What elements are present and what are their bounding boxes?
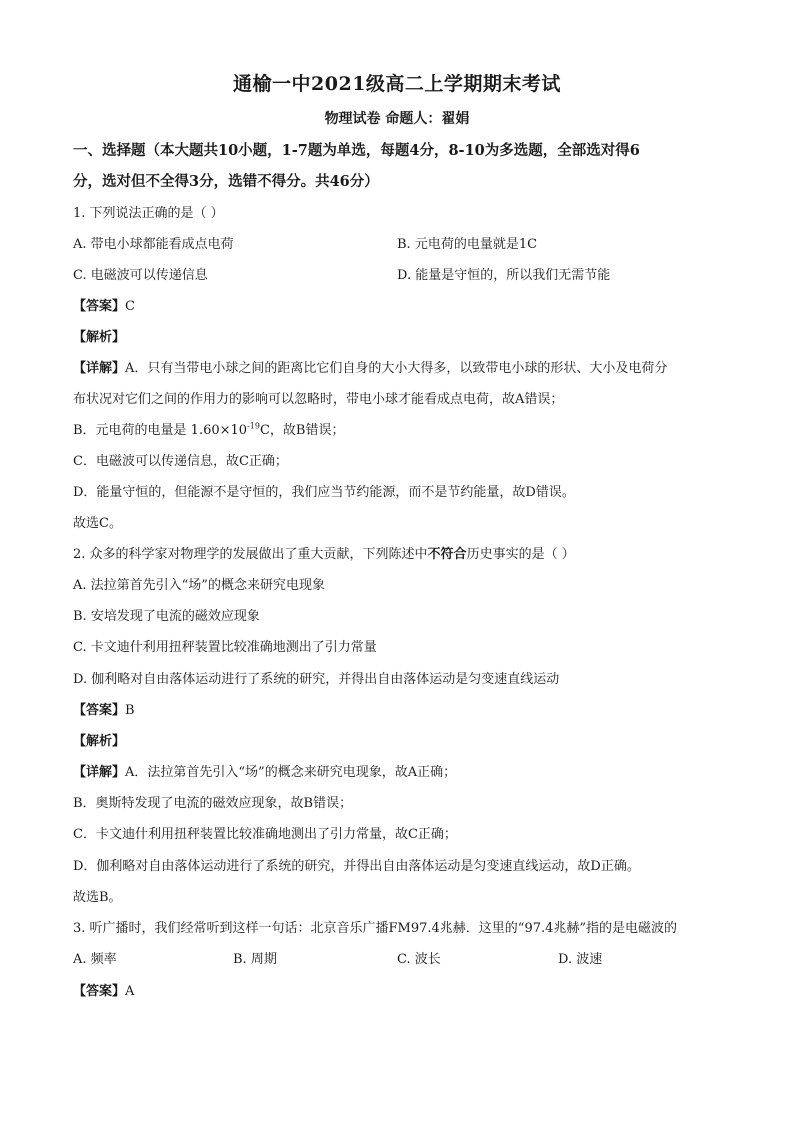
detail-tag: 【详解】 xyxy=(73,765,126,780)
q1-detail-c: C．电磁波可以传递信息，故C正确； xyxy=(73,454,288,469)
q2-option-b: B. 安培发现了电流的磁效应现象 xyxy=(73,609,260,624)
q1-detail-a-line2: 布状况对它们之间的作用力的影响可以忽略时，带电小球才能看成点电荷，故A错误； xyxy=(73,392,564,407)
q2-option-d: D. 伽利略对自由落体运动进行了系统的研究，并得出自由落体运动是匀变速直线运动 xyxy=(73,672,560,687)
detail-b-text-end: C，故B错误； xyxy=(259,423,345,438)
detail-text: A．法拉第首先引入“场”的概念来研究电现象，故A正确； xyxy=(125,765,457,780)
q3-option-d: D. 波速 xyxy=(558,952,603,967)
detail-text: A．只有当带电小球之间的距离比它们自身的大小大得多，以致带电小球的形状、大小及电荷分 xyxy=(125,361,668,376)
q3-answer xyxy=(73,983,134,1001)
q2-detail-c: C．卡文迪什利用扭秤装置比较准确地测出了引力常量，故C正确； xyxy=(73,827,457,842)
q2-detail-a xyxy=(73,764,456,782)
q1-conclusion: 故选C。 xyxy=(73,516,122,531)
q1-option-a: A. 带电小球都能看成点电荷 xyxy=(73,237,234,252)
answer-tag: 【答案】 xyxy=(73,299,126,314)
q1-option-c: C. 电磁波可以传递信息 xyxy=(73,268,208,283)
exam-title: 通榆一中2021级高二上学期期末考试 xyxy=(233,73,561,95)
q2-detail-d: D．伽利略对自由落体运动进行了系统的研究，并得出自由落体运动是匀变速直线运动，故D正确。 xyxy=(73,859,640,874)
q3-option-b: B. 周期 xyxy=(233,952,277,967)
answer-tag: 【答案】 xyxy=(73,984,126,999)
q2-detail-b: B．奥斯特发现了电流的磁效应现象，故B错误； xyxy=(73,796,353,811)
q2-conclusion: 故选B。 xyxy=(73,890,122,905)
exam-subtitle: 物理试卷 命题人：翟娟 xyxy=(324,111,470,127)
answer-tag: 【答案】 xyxy=(73,703,126,718)
q2-stem xyxy=(73,546,575,564)
q1-detail-d: D．能量守恒的，但能源不是守恒的，我们应当节约能源，而不是节约能量，故D错误。 xyxy=(73,485,575,500)
q2-stem-end: 历史事实的是（ ） xyxy=(466,547,575,562)
q2-option-c: C. 卡文迪什利用扭秤装置比较准确地测出了引力常量 xyxy=(73,640,377,655)
answer-value: C xyxy=(125,299,135,314)
q3-stem: 3. 听广播时，我们经常听到这样一句话：北京音乐广播FM97.4兆赫．这里的“97.4兆赫”指的是电磁波的 xyxy=(73,921,678,936)
answer-value: B xyxy=(125,703,135,718)
detail-tag: 【详解】 xyxy=(73,361,126,376)
detail-b-text: B．元电荷的电量是 1.60×10 xyxy=(73,423,248,438)
exponent: -19 xyxy=(247,421,260,431)
q1-detail-b xyxy=(73,422,344,440)
q2-stem-emphasis: 不符合 xyxy=(427,547,467,562)
section-heading-line2: 分，选对但不全得3分，选错不得分。共46分） xyxy=(73,173,379,190)
answer-value: A xyxy=(125,984,135,999)
q3-option-a: A. 频率 xyxy=(73,952,117,967)
q2-answer xyxy=(73,702,135,720)
q1-analysis-tag: 【解析】 xyxy=(73,330,126,345)
q1-option-d: D. 能量是守恒的，所以我们无需节能 xyxy=(397,268,611,283)
q1-stem: 1. 下列说法正确的是（ ） xyxy=(73,206,224,221)
q3-option-c: C. 波长 xyxy=(397,952,441,967)
q2-option-a: A. 法拉第首先引入“场”的概念来研究电现象 xyxy=(73,578,325,593)
q1-answer xyxy=(73,298,135,316)
q1-detail-a-line1 xyxy=(73,360,667,378)
q2-analysis-tag: 【解析】 xyxy=(73,734,126,749)
q1-option-b: B. 元电荷的电量就是1C xyxy=(397,237,538,252)
section-heading-line1: 一、选择题（本大题共10小题，1-7题为单选，每题4分，8-10为多选题，全部选对得6 xyxy=(73,142,640,159)
q2-stem-start: 2. 众多的科学家对物理学的发展做出了重大贡献，下列陈述中 xyxy=(73,547,428,562)
